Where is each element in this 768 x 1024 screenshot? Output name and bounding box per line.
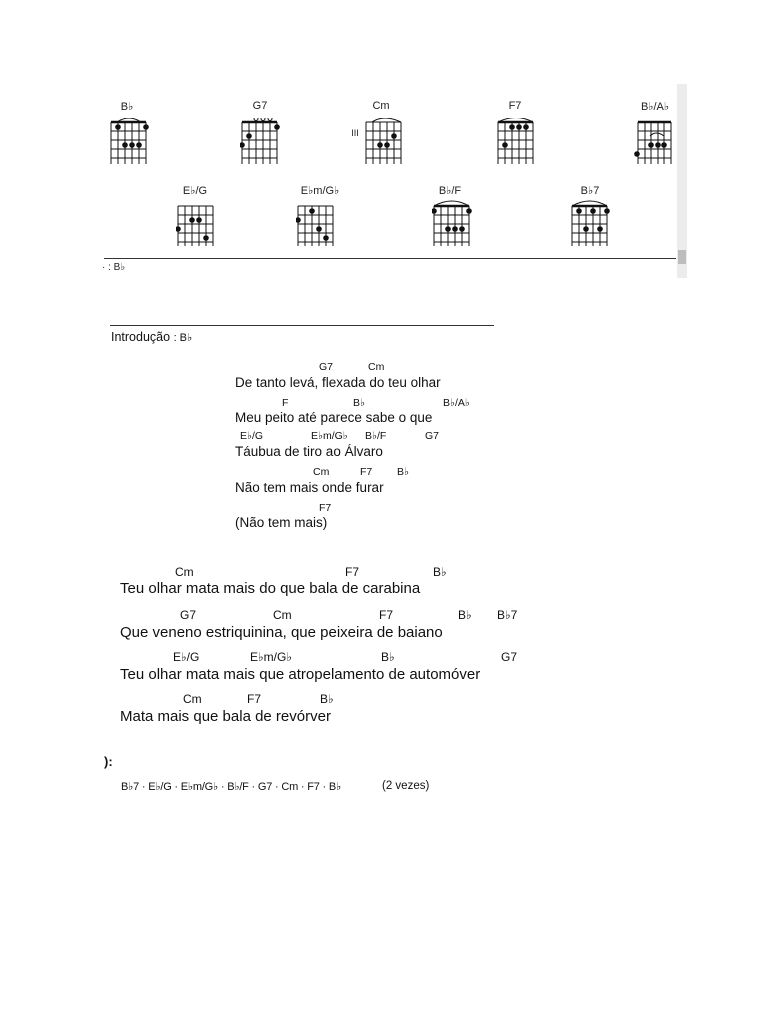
chorus-chords-2 — [120, 608, 560, 622]
chord-label: B♭ — [458, 608, 472, 622]
chorus-chords-3 — [120, 650, 560, 664]
chord-diagram-bb7 — [570, 198, 612, 248]
chord-diagram-ebm-gb — [296, 200, 338, 248]
chord-label: F7 — [360, 466, 373, 478]
chord-label: B♭/A♭ — [443, 397, 470, 409]
chord-name-bb7: B♭7 — [580, 185, 600, 197]
chord-label: Cm — [175, 565, 194, 579]
chorus-lyric-4: Mata mais que bala de revórver — [120, 708, 331, 725]
chord-label: Cm — [313, 466, 330, 478]
chord-label: F7 — [345, 565, 360, 579]
chord-label: E♭/G — [240, 430, 264, 442]
chord-name-ebm-gb: E♭m/G♭ — [300, 185, 340, 197]
chord-diagram-g7 — [240, 118, 282, 166]
chorus-lyric-3: Teu olhar mata mais que atropelamento de automóver — [120, 666, 481, 683]
verse-lyric-5: (Não tem mais) — [235, 515, 328, 530]
chorus-lyric-2: Que veneno estriquinina, que peixeira de baiano — [120, 624, 443, 641]
verse-lyric-3: Táubua de tiro ao Álvaro — [235, 444, 383, 459]
chord-label: B♭7 — [497, 608, 518, 622]
strip-fragment-text: · : B♭ — [102, 262, 126, 273]
verse-chords-4 — [235, 466, 635, 480]
chord-diagram-bb-ab — [634, 118, 676, 166]
intro-chord: : B♭ — [173, 332, 193, 344]
chord-diagram-eb-g — [176, 200, 218, 248]
intro-label: Introdução — [111, 330, 171, 344]
chord-name-f7: F7 — [508, 100, 522, 112]
chord-name-eb-g: E♭/G — [182, 185, 208, 197]
chord-label: B♭/F — [365, 430, 387, 442]
chord-diagram-bb-f — [432, 198, 474, 248]
chord-label: F — [282, 397, 289, 409]
intro-rule — [110, 325, 494, 326]
verse-chords-5 — [235, 502, 635, 516]
chord-name-bb: B♭ — [120, 101, 134, 113]
chord-diagram-cm — [364, 118, 406, 166]
verse-chords-1 — [235, 361, 635, 375]
strip-scrollbar-track[interactable] — [677, 84, 687, 278]
chord-diagram-bb — [109, 118, 151, 166]
chorus-chords-1 — [120, 565, 560, 579]
verse-lyric-4: Não tem mais onde furar — [235, 480, 384, 495]
verse-lyric-2: Meu peito até parece sabe o que — [235, 410, 433, 425]
chord-label: Cm — [368, 361, 385, 373]
intro-line — [111, 330, 192, 344]
chord-label: E♭/G — [173, 650, 200, 664]
chord-label: Cm — [273, 608, 292, 622]
chord-diagram-strip — [100, 80, 676, 280]
chord-name-bb-f: B♭/F — [438, 185, 462, 197]
chord-label: F7 — [247, 692, 262, 706]
strip-divider — [104, 258, 676, 259]
chorus-lyric-1: Teu olhar mata mais do que bala de carabina — [120, 580, 421, 597]
chord-label: E♭m/G♭ — [250, 650, 292, 664]
chord-label: G7 — [425, 430, 440, 442]
chord-label: F7 — [379, 608, 394, 622]
chord-label: F7 — [319, 502, 332, 514]
chorus-chords-4 — [120, 692, 560, 706]
chord-label: B♭ — [433, 565, 447, 579]
chord-diagram-f7 — [496, 118, 538, 166]
ending-repeat: (2 vezes) — [382, 780, 430, 792]
strip-scrollbar-thumb[interactable] — [678, 250, 686, 264]
chord-label: E♭m/G♭ — [311, 430, 348, 442]
chord-name-cm: Cm — [372, 100, 390, 112]
fret-marker: III — [351, 128, 359, 138]
chord-label: B♭ — [320, 692, 334, 706]
verse-chords-2 — [235, 397, 635, 411]
chord-label: G7 — [501, 650, 518, 664]
ending-marker: ): — [104, 754, 113, 769]
chord-label: B♭ — [397, 466, 409, 478]
chord-label: Cm — [183, 692, 202, 706]
chord-label: B♭ — [381, 650, 395, 664]
chord-label: B♭ — [353, 397, 365, 409]
chord-name-bb-ab: B♭/A♭ — [640, 101, 670, 113]
verse-chords-3 — [235, 430, 635, 444]
chord-label: G7 — [319, 361, 334, 373]
verse-lyric-1: De tanto levá, flexada do teu olhar — [235, 375, 441, 390]
chord-name-g7: G7 — [252, 100, 268, 112]
chord-label: G7 — [180, 608, 197, 622]
ending-sequence: B♭7 · E♭/G · E♭m/G♭ · B♭/F · G7 · Cm · F7 · B♭ — [121, 781, 341, 793]
